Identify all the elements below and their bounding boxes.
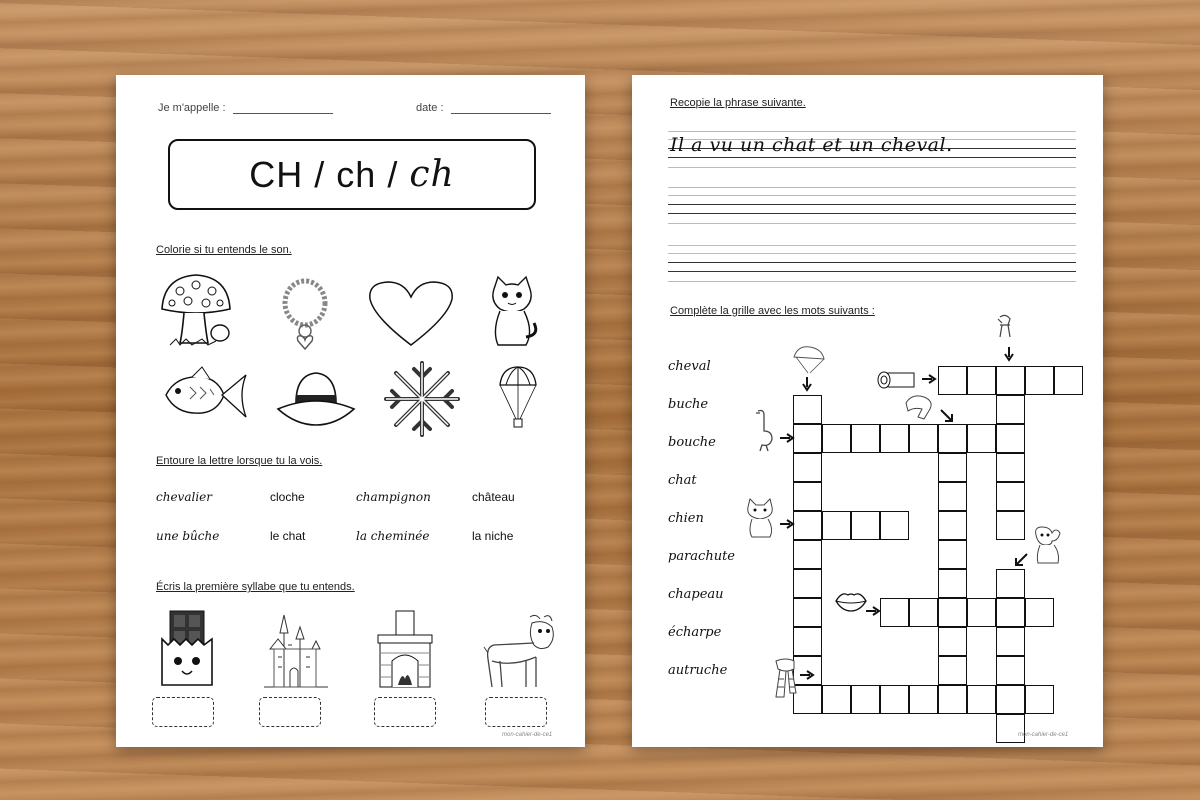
answer-box-1[interactable] <box>152 697 214 727</box>
crossword-cell[interactable] <box>822 424 851 453</box>
crossword-cell[interactable] <box>996 656 1025 685</box>
crossword-cell[interactable] <box>996 627 1025 656</box>
crossword-cell[interactable] <box>793 511 822 540</box>
list-item: chapeau <box>668 587 724 602</box>
list-item: cheval <box>668 359 711 374</box>
crossword-cell[interactable] <box>793 598 822 627</box>
title-upper: CH <box>249 153 304 195</box>
arrow-right-icon <box>922 374 936 384</box>
arrow-right-icon <box>866 606 880 616</box>
instruction-colorie: Colorie si tu entends le son. <box>156 244 292 256</box>
hat-icon[interactable] <box>276 369 356 429</box>
crossword-cell[interactable] <box>793 540 822 569</box>
chocolate-icon <box>156 609 218 689</box>
date-blank[interactable] <box>451 104 551 114</box>
arrow-right-icon <box>780 433 794 443</box>
crossword-cell[interactable] <box>793 482 822 511</box>
answer-box-4[interactable] <box>485 697 547 727</box>
crossword-cell[interactable] <box>909 685 938 714</box>
crossword-cell[interactable] <box>938 424 967 453</box>
crossword-cell[interactable] <box>996 714 1025 743</box>
title-sep-2: / <box>387 153 399 195</box>
name-label: Je m'appelle : <box>158 102 226 114</box>
worksheet-right <box>632 75 1103 747</box>
list-item: écharpe <box>668 625 722 640</box>
footer-note: mon-cahier-de-ce1 <box>502 732 553 738</box>
word-chateau[interactable]: château <box>472 490 515 504</box>
crossword-cell[interactable] <box>996 569 1025 598</box>
page-title <box>168 139 536 210</box>
necklace-icon[interactable] <box>280 279 330 355</box>
scarf-icon <box>902 393 936 421</box>
crossword-cell[interactable] <box>938 453 967 482</box>
word-une-buche[interactable]: une bûche <box>156 529 220 543</box>
lips-icon <box>834 589 868 613</box>
crossword-cell[interactable] <box>967 366 996 395</box>
list-item: parachute <box>668 549 735 564</box>
snowflake-icon[interactable] <box>382 359 462 439</box>
date-field <box>416 102 551 114</box>
crossword-cell[interactable] <box>880 685 909 714</box>
title-cursive: ch <box>409 154 455 195</box>
date-label: date : <box>416 102 444 114</box>
crossword-cell[interactable] <box>938 598 967 627</box>
crossword-cell[interactable] <box>822 511 851 540</box>
crossword-cell[interactable] <box>938 511 967 540</box>
crossword-cell[interactable] <box>851 511 880 540</box>
scarf-icon <box>770 657 800 699</box>
castle-icon <box>260 609 332 689</box>
crossword-cell[interactable] <box>967 598 996 627</box>
arrow-down-icon <box>1004 347 1014 361</box>
crossword-cell[interactable] <box>938 482 967 511</box>
ostrich-icon <box>752 409 776 451</box>
crossword-cell[interactable] <box>996 366 1025 395</box>
crossword-cell[interactable] <box>822 685 851 714</box>
word-chevalier[interactable]: chevalier <box>156 490 212 504</box>
crossword-cell[interactable] <box>938 685 967 714</box>
crossword-cell[interactable] <box>996 395 1025 424</box>
crossword-grid <box>632 75 1103 747</box>
arrow-right-icon <box>780 519 794 529</box>
name-field <box>158 102 333 114</box>
crossword-cell[interactable] <box>793 395 822 424</box>
crossword-cell[interactable] <box>1054 366 1083 395</box>
footer-note: mon-cahier-de-ce1 <box>1018 732 1069 738</box>
parachute-icon[interactable] <box>498 365 538 431</box>
crossword-cell[interactable] <box>880 511 909 540</box>
title-sep-1: / <box>314 153 326 195</box>
crossword-cell[interactable] <box>793 453 822 482</box>
list-item: chat <box>668 473 697 488</box>
list-item: bouche <box>668 435 716 450</box>
arrow-diag-icon <box>1014 553 1028 567</box>
instruction-complete: Complète la grille avec les mots suivants : <box>670 305 875 317</box>
crossword-cell[interactable] <box>880 598 909 627</box>
cat-icon[interactable] <box>484 275 540 351</box>
crossword-cell[interactable] <box>793 569 822 598</box>
crossword-cell[interactable] <box>1025 598 1054 627</box>
crossword-cell[interactable] <box>996 685 1025 714</box>
answer-box-2[interactable] <box>259 697 321 727</box>
model-sentence: Il a vu un chat et un cheval. <box>670 134 953 156</box>
worksheet-left <box>116 75 585 747</box>
crossword-cell[interactable] <box>996 598 1025 627</box>
crossword-cell[interactable] <box>793 627 822 656</box>
cat-icon <box>742 499 778 539</box>
crossword-cell[interactable] <box>909 598 938 627</box>
word-cloche[interactable]: cloche <box>270 490 305 504</box>
word-le-chat[interactable]: le chat <box>270 529 306 543</box>
word-la-niche[interactable]: la niche <box>472 529 514 543</box>
crossword-cell[interactable] <box>909 424 938 453</box>
crossword-cell[interactable] <box>1025 366 1054 395</box>
crossword-cell[interactable] <box>996 482 1025 511</box>
crossword-cell[interactable] <box>996 424 1025 453</box>
log-icon <box>876 369 916 391</box>
arrow-down-icon <box>802 377 812 391</box>
crossword-cell[interactable] <box>967 424 996 453</box>
crossword-cell[interactable] <box>938 366 967 395</box>
goat-icon <box>482 611 560 691</box>
word-champignon[interactable]: champignon <box>356 490 431 504</box>
word-la-cheminee[interactable]: la cheminée <box>356 529 430 543</box>
heart-icon[interactable] <box>366 279 456 349</box>
instruction-ecris: Écris la première syllabe que tu entends. <box>156 581 355 593</box>
crossword-cell[interactable] <box>851 424 880 453</box>
arrow-diag-icon <box>940 409 954 423</box>
crossword-cell[interactable] <box>793 424 822 453</box>
crossword-cell[interactable] <box>880 424 909 453</box>
crossword-cell[interactable] <box>938 656 967 685</box>
fish-icon[interactable] <box>162 365 248 429</box>
crossword-cell[interactable] <box>996 511 1025 540</box>
instruction-entoure: Entoure la lettre lorsque tu la vois. <box>156 455 323 467</box>
parachute-icon <box>792 345 826 375</box>
list-item: buche <box>668 397 709 412</box>
dog-icon <box>1028 525 1064 565</box>
crossword-cell[interactable] <box>996 453 1025 482</box>
crossword-cell[interactable] <box>851 685 880 714</box>
crossword-cell[interactable] <box>967 685 996 714</box>
fireplace-icon <box>374 609 436 689</box>
crossword-cell[interactable] <box>938 540 967 569</box>
mushroom-icon[interactable] <box>156 273 236 349</box>
horse-icon <box>994 313 1016 345</box>
answer-box-3[interactable] <box>374 697 436 727</box>
crossword-cell[interactable] <box>938 569 967 598</box>
crossword-cell[interactable] <box>938 627 967 656</box>
arrow-right-icon <box>800 670 814 680</box>
crossword-cell[interactable] <box>1025 685 1054 714</box>
list-item: chien <box>668 511 704 526</box>
title-lower: ch <box>336 153 377 195</box>
list-item: autruche <box>668 663 728 678</box>
instruction-recopie: Recopie la phrase suivante. <box>670 97 806 109</box>
name-blank[interactable] <box>233 104 333 114</box>
